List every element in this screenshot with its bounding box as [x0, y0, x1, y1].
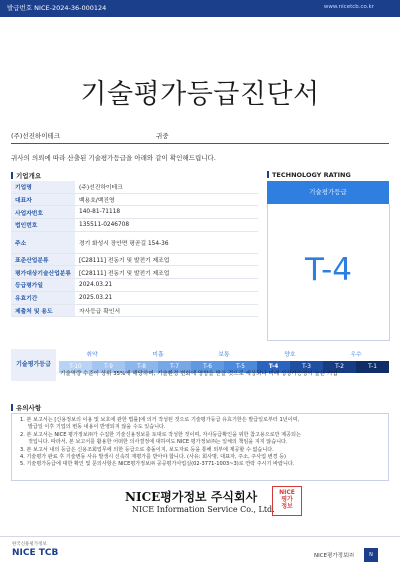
info-label: 주소 — [11, 231, 75, 253]
info-row — [11, 231, 258, 253]
info-value: [C28111] 전동기 및 발전기 제조업 — [75, 266, 258, 279]
info-value: (주)선진하이테크 — [75, 181, 258, 193]
issuer-name-en: NICE Information Service Co., Ltd. — [132, 505, 275, 514]
footer-logo: NICE TCB — [12, 548, 59, 558]
info-value: 2024.03.21 — [75, 279, 258, 292]
info-label: 등급평가일 — [11, 279, 75, 292]
section-marker-icon — [11, 404, 13, 411]
issuer-block — [0, 486, 400, 528]
info-row — [11, 253, 258, 266]
notes-title-text: 유의사항 — [16, 404, 42, 412]
info-label: 사업자번호 — [11, 206, 75, 219]
info-value: 경기 화성시 장안면 평곧길 154-36 — [75, 231, 258, 253]
grade-group-label: 양호 — [284, 352, 296, 358]
note-item: 발급일 이후 기업의 변동 내용이 반영되지 않을 수도 있습니다. — [28, 424, 166, 431]
info-label: 기업명 — [11, 181, 75, 193]
info-label: 표준산업분류 — [11, 253, 75, 266]
grade-group-label: 우수 — [350, 352, 362, 358]
footer-issuer: NICE평가정보㈜ — [314, 553, 354, 559]
grade-group-label: 보통 — [218, 352, 230, 358]
info-row — [11, 304, 258, 317]
note-item: 1. 본 보고서는 [신용정보의 이용 및 보호에 관한 법률]에 의거 작성된 것으로 기술평가등급 유효기한은 발급일로부터 1년이며, — [20, 417, 300, 423]
info-value: 자사등급 확인서 — [75, 304, 258, 317]
grade-cell: T-4 — [257, 361, 290, 373]
intro-text: 귀사의 의뢰에 따라 산출된 기술평가등급을 아래와 같이 확인해드립니다. — [11, 154, 216, 162]
grade-description: 기술역량 수준이 상위 35%에 해당하며, 기술환경 변화에 영향을 받을 것으로 예상되나 미래 성장가능성이 높은 기업 — [60, 371, 338, 377]
recipient-company: (주)선진하이테크 — [11, 132, 61, 140]
rating-box — [267, 204, 390, 341]
grade-cell: T-5 — [224, 361, 257, 373]
official-seal-icon: NICE 평가 정보 — [272, 486, 302, 516]
footer-logo-sub: 한국신용평가정보 — [12, 542, 47, 547]
section-marker-icon — [267, 171, 269, 178]
grade-cell: T-8 — [125, 361, 158, 373]
grade-group-label: 미흡 — [152, 352, 164, 358]
notes-title — [11, 403, 41, 412]
info-value: 140-81-71118 — [75, 206, 258, 219]
scale-label: 기술평가등급 — [11, 349, 56, 381]
grade-cell: T-3 — [290, 361, 323, 373]
grade-group-label: 취약 — [86, 352, 98, 358]
tech-rating-title — [267, 171, 351, 179]
grade-cell: T-10 — [59, 361, 92, 373]
info-label: 대표자 — [11, 193, 75, 206]
recipient-row — [11, 131, 389, 144]
note-item: 5. 기술평가등급에 대한 확인 및 문의사항은 NICE평가정보㈜ 공공평가사업실(02-3771-1003~3)로 연락 주시기 바랍니다. — [20, 461, 295, 468]
tech-rating-title-text: TECHNOLOGY RATING — [272, 171, 351, 179]
grade-group-row — [59, 349, 389, 361]
note-item: 것입니다. 따라서, 본 보고서를 활용한 어떠한 의사결정에 대하여도 NICE 평가정보㈜는 일체의 책임을 지지 않습니다. — [28, 439, 288, 446]
info-row — [11, 193, 258, 206]
note-item: 4. 기술평가 완료 후 기술변동 사유 발생시 신속히 재평가를 받아야 합니다. (사유: 회사명, 대표자, 주소, 주사업 변경 등) — [20, 454, 286, 461]
info-row — [11, 206, 258, 219]
info-value: 135511-0246708 — [75, 219, 258, 232]
company-overview-title — [11, 171, 41, 180]
footer-mark-icon: N — [364, 548, 378, 562]
info-label: 제출처 및 용도 — [11, 304, 75, 317]
section-marker-icon — [11, 172, 13, 179]
issue-number: 발급번호 NICE-2024-36-000124 — [7, 4, 107, 12]
rating-header: 기술평가등급 — [267, 181, 389, 204]
note-item: 3. 본 보고서 내의 등급은 신용조회업무에 의한 등급으로 충돌이지, 보도자료 등을 통해 외부에 제공할 수 없습니다. — [20, 446, 274, 453]
info-label: 평가대상기술산업분류 — [11, 266, 75, 279]
issue-bar — [0, 0, 400, 17]
recipient-honorific: 귀중 — [156, 132, 169, 140]
company-overview-title-text: 기업개요 — [16, 172, 42, 180]
info-label: 유효기간 — [11, 291, 75, 304]
info-value: 2025.03.21 — [75, 291, 258, 304]
grade-cell: T-7 — [158, 361, 191, 373]
info-label: 법인번호 — [11, 219, 75, 232]
grade-cell: T-6 — [191, 361, 224, 373]
info-value: [C28111] 전동기 및 발전기 제조업 — [75, 253, 258, 266]
grade-cell: T-1 — [356, 361, 389, 373]
info-value: 백용호/백진영 — [75, 193, 258, 206]
note-item: 2. 본 보고서는 NICE 평가정보㈜가 수집한 기술신용정보를 토대로 작성한 것이며, 자사등급확인을 위한 참고용으로만 제공되는 — [20, 431, 301, 438]
site-url[interactable]: www.nicetcb.co.kr — [323, 4, 374, 10]
info-row — [11, 181, 258, 193]
info-row — [11, 279, 258, 292]
company-overview-table — [11, 181, 258, 317]
footer — [0, 536, 400, 567]
info-row — [11, 291, 258, 304]
notes-box — [11, 413, 389, 481]
issuer-name-ko: NICE평가정보 주식회사 — [125, 490, 258, 504]
info-row — [11, 219, 258, 232]
rating-value: T-4 — [305, 252, 352, 288]
info-row — [11, 266, 258, 279]
document-title: 기술평가등급진단서 — [80, 79, 320, 110]
grade-cell: T-2 — [323, 361, 356, 373]
grade-cell: T-9 — [92, 361, 125, 373]
